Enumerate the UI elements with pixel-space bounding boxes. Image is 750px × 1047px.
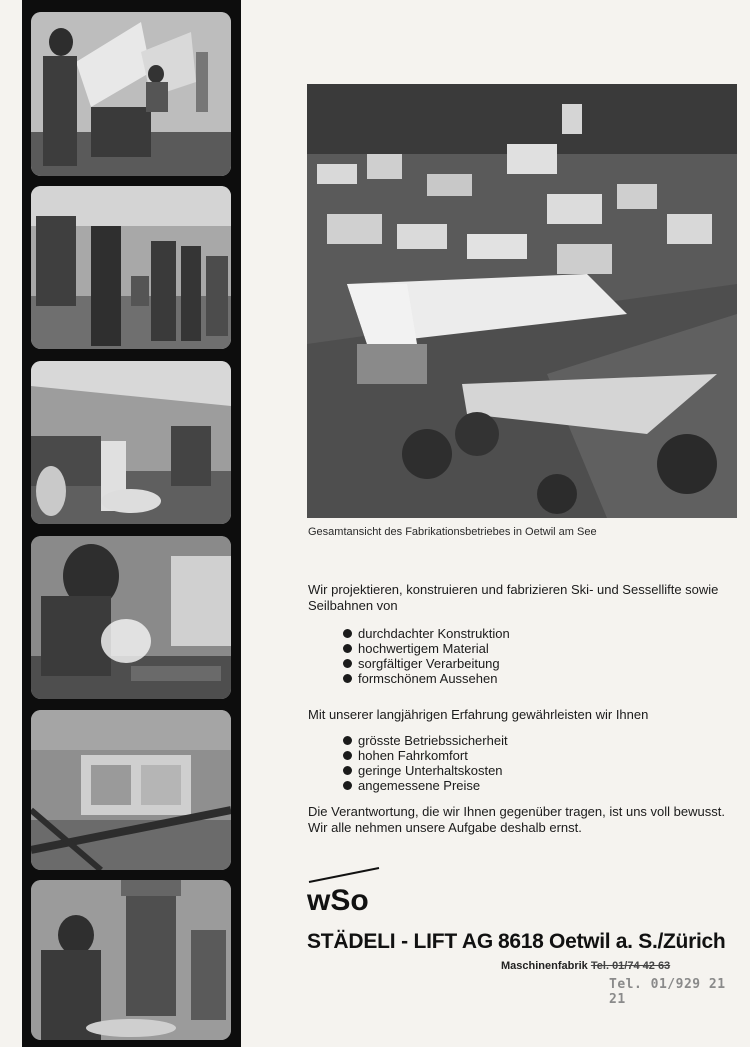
company-name: STÄDELI - LIFT AG [307,930,493,953]
film-strip [22,0,241,1047]
old-phone-number: Tel. 01/74 42 63 [590,960,671,972]
svg-text:wSo: wSo [307,884,369,914]
list-item: geringe Unterhaltskosten [343,763,508,778]
closing-paragraph: Die Verantwortung, die wir Ihnen gegenüber tragen, ist uns voll bewusst. Wir alle nehmen unsere Aufgabe deshalb ernst. [308,804,725,835]
welder-photo [31,536,231,699]
list-item: hohen Fahrkomfort [343,748,508,763]
photo-caption: Gesamtansicht des Fabrikationsbetriebes in Oetwil am See [308,526,597,538]
list-item: grösste Betriebssicherheit [343,733,508,748]
subline [501,960,670,972]
wso-logo [307,866,381,914]
list-item: angemessene Preise [343,778,508,793]
benefits-list [343,733,508,793]
stamped-phone-number: Tel. 01/929 21 21 [609,977,726,1007]
drafting-office-photo [31,12,231,176]
assembly-hall-photo [31,361,231,524]
drill-press-operator-photo [31,880,231,1040]
features-list [343,626,510,686]
subline-label: Maschinenfabrik [501,960,588,972]
experience-paragraph: Mit unserer langjährigen Erfahrung gewährleisten wir Ihnen [308,707,649,722]
list-item: sorgfältiger Verarbeitung [343,656,510,671]
company-address: 8618 Oetwil a. S./Zürich [498,930,726,953]
intro-paragraph: Wir projektieren, konstruieren und fabrizieren Ski- und Sessellifte sowie Seilbahnen von [308,582,719,613]
list-item: hochwertigem Material [343,641,510,656]
list-item: formschönem Aussehen [343,671,510,686]
machine-workshop-photo [31,186,231,349]
list-item: durchdachter Konstruktion [343,626,510,641]
factory-aerial-photo [307,84,737,518]
lift-drive-unit-photo [31,710,231,870]
